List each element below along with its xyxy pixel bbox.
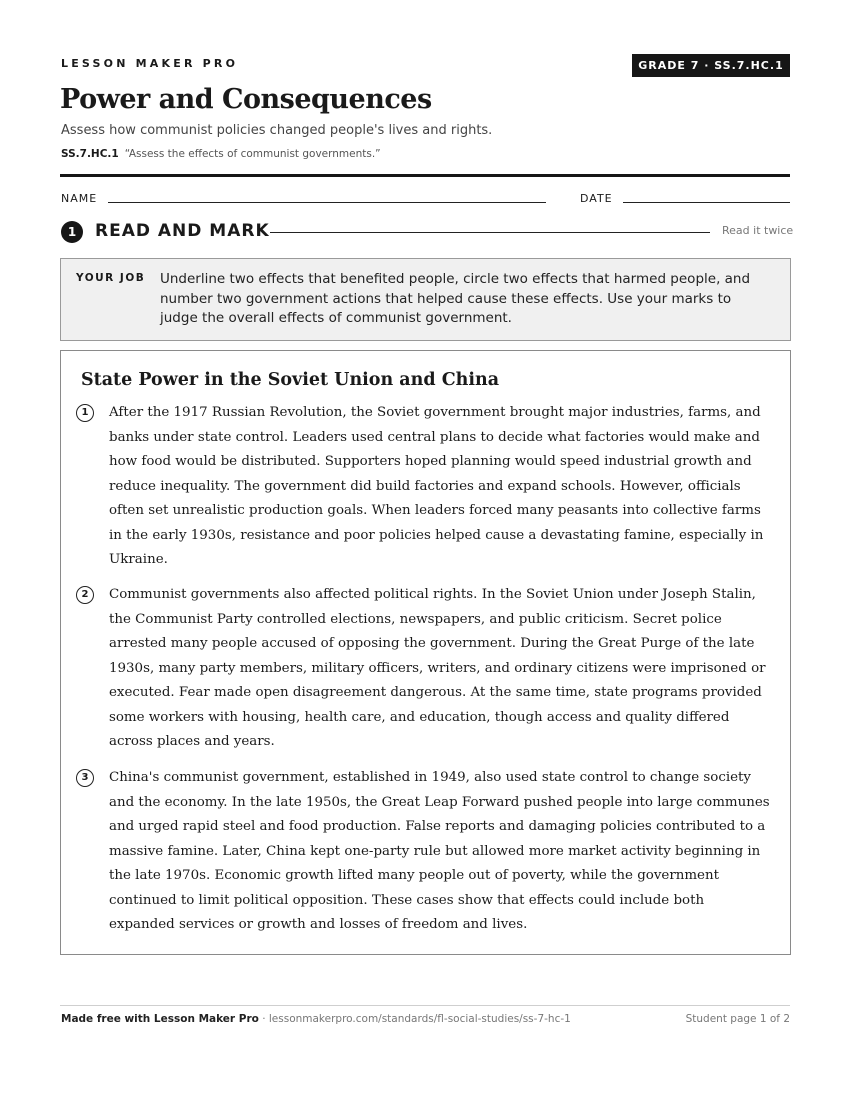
page-title: Power and Consequences xyxy=(60,84,432,115)
footer-credit xyxy=(61,1013,571,1025)
page-indicator: Student page 1 of 2 xyxy=(685,1013,790,1025)
standard-code: SS.7.HC.1 xyxy=(61,148,119,160)
reading-paragraph: Communist governments also affected political rights. In the Soviet Union under Joseph Stalin, the Communist Party controlled elections, newspapers, and public criticism. Secret police arrested many people accused of opposing the government. During the Great Purge of the late 1930s, many party members, military officers, writers, and ordinary citizens were imprisoned or executed. Fear made open disagreement dangerous. At the same time, state programs provided some workers with housing, health care, and education, though access and quality differed across places and years. xyxy=(109,587,766,749)
grade-badge: GRADE 7 · SS.7.HC.1 xyxy=(632,54,790,77)
paragraph-number-badge: 1 xyxy=(76,404,94,422)
instructions-box xyxy=(60,258,791,341)
date-label: DATE xyxy=(580,192,613,205)
name-label: NAME xyxy=(61,192,98,205)
reading-paragraph: After the 1917 Russian Revolution, the Soviet government brought major industries, farms, and banks under state control. Leaders used central plans to decide what factories would make and how food would be distributed. Supporters hoped planning would speed industrial growth and reduce inequality. The government did build factories and expand schools. However, officials often set unrealistic production goals. When leaders forced many peasants into collective farms in the early 1930s, resistance and poor policies helped cause a devastating famine, especially in Ukraine. xyxy=(109,405,764,567)
brand-name: LESSON MAKER PRO xyxy=(61,57,239,70)
page-subtitle: Assess how communist policies changed people's lives and rights. xyxy=(61,123,493,138)
section-title: READ AND MARK xyxy=(95,221,270,241)
name-field[interactable] xyxy=(108,202,546,203)
reading-title: State Power in the Soviet Union and China xyxy=(81,370,500,390)
header-divider xyxy=(60,174,790,177)
date-field[interactable] xyxy=(623,202,790,203)
reading-paragraph: China's communist government, established in 1949, also used state control to change society and the economy. In the late 1950s, the Great Leap Forward pushed people into large communes and urged rapid steel and food production. False reports and damaging policies contributed to a massive famine. Later, China kept one-party rule but allowed more market activity beginning in the late 1970s. Economic growth lifted many people out of poverty, while the government continued to limit political opposition. These cases show that effects could include both expanded services or growth and losses of freedom and lives. xyxy=(109,770,770,932)
section-hint: Read it twice xyxy=(722,224,794,237)
section-number-badge: 1 xyxy=(61,221,83,243)
standard-line xyxy=(61,148,381,160)
footer-url[interactable]: lessonmakerpro.com/standards/fl-social-studies/ss-7-hc-1 xyxy=(268,1013,571,1025)
section-divider xyxy=(270,232,710,233)
reading-passage xyxy=(60,350,791,955)
instructions-text: Underline two effects that benefited people, circle two effects that harmed people, and number two government actions that helped cause these effects. Use your marks to judge the overall effects of communist government. xyxy=(160,271,751,326)
footer-made-with: Made free with Lesson Maker Pro xyxy=(61,1013,259,1025)
instructions-label: YOUR JOB xyxy=(76,272,146,284)
standard-text: “Assess the effects of communist governments.” xyxy=(124,148,381,160)
footer-divider xyxy=(60,1005,790,1006)
paragraph-number-badge: 2 xyxy=(76,586,94,604)
paragraph-number-badge: 3 xyxy=(76,769,94,787)
footer-separator: · xyxy=(258,1013,269,1025)
